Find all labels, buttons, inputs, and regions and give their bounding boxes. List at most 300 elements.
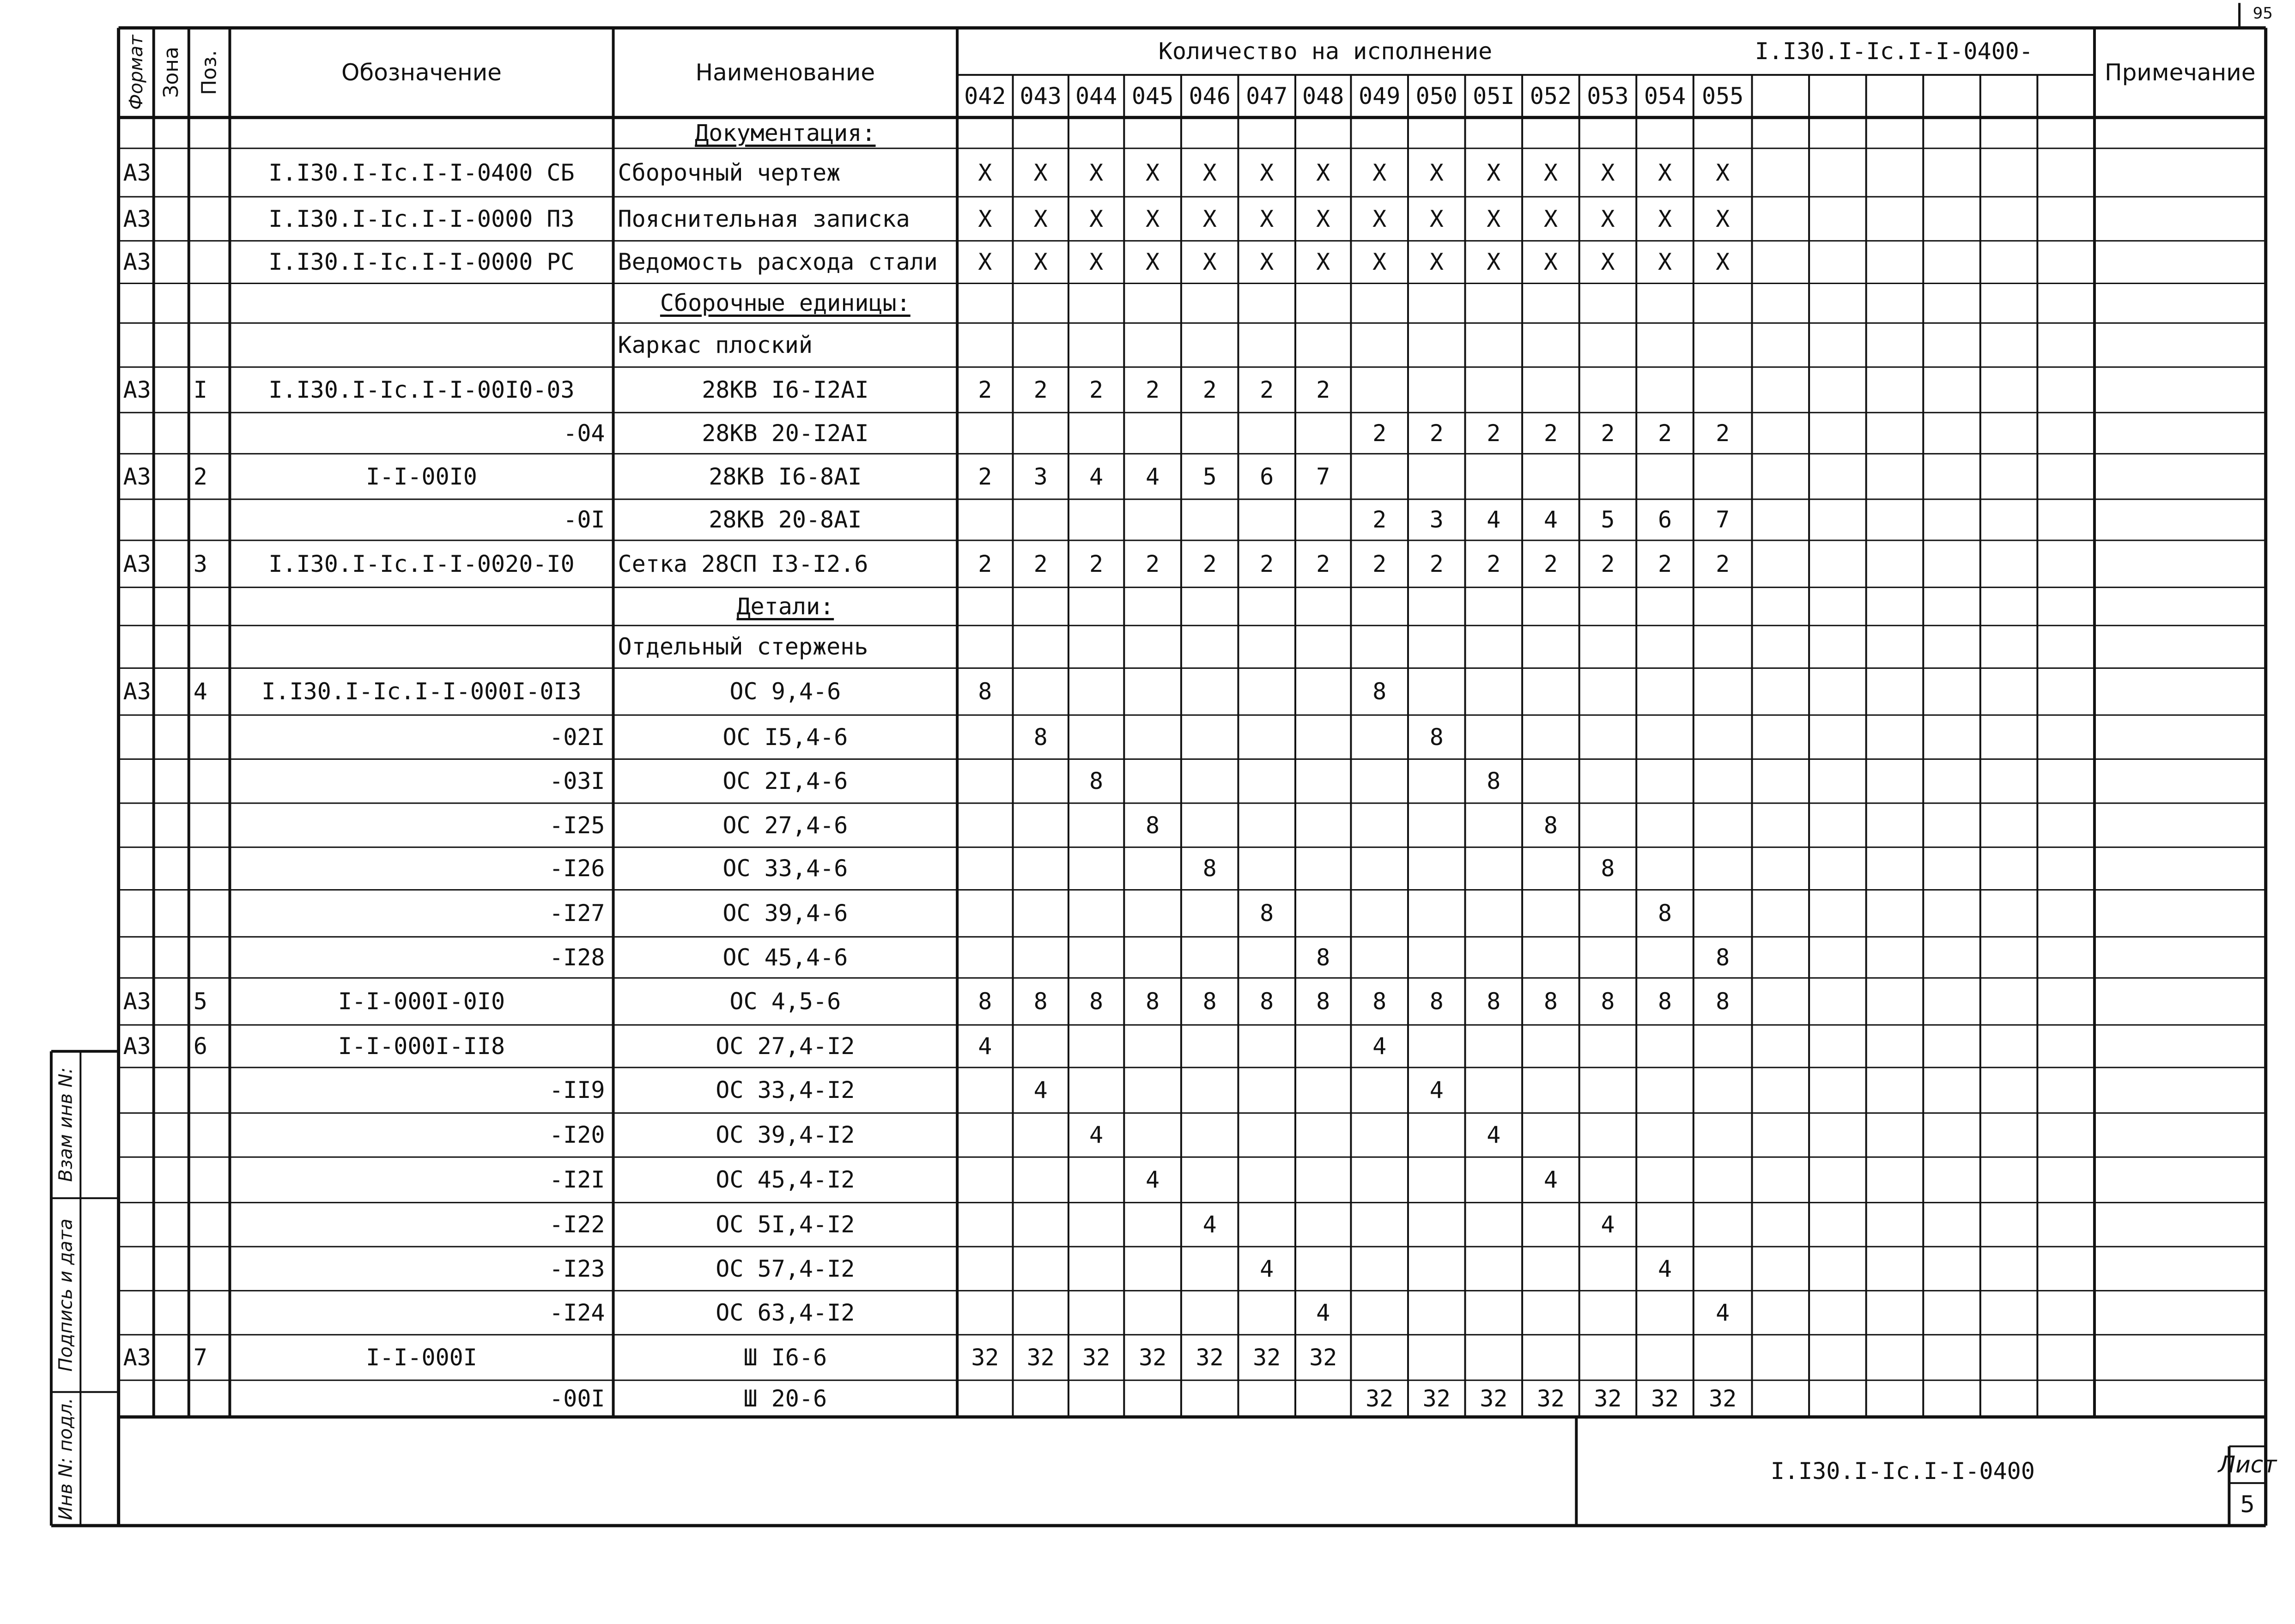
- sidebar-replace-inv: Взам инв N:: [55, 1067, 77, 1182]
- qty-cell: 2: [1316, 550, 1330, 577]
- row-pos: [189, 241, 230, 283]
- qty-cell: 8: [1601, 855, 1615, 882]
- qty-cell: [1069, 803, 1124, 847]
- qty-cell: [1465, 1067, 1523, 1113]
- qty-cell: [1238, 803, 1295, 847]
- row-name: Детали:: [736, 593, 834, 620]
- qty-cell: X: [978, 205, 992, 232]
- qty-cell: [1636, 1291, 1694, 1334]
- row-pos: [189, 803, 230, 847]
- row-designation: [230, 588, 613, 626]
- header-variant: 050: [1415, 83, 1457, 110]
- qty-cell: X: [1316, 248, 1330, 276]
- row-format: [119, 1203, 154, 1247]
- qty-cell: [1522, 454, 1579, 499]
- qty-cell: 4: [1372, 1033, 1387, 1060]
- qty-cell: [1124, 1247, 1181, 1291]
- qty-cell: 2: [978, 376, 992, 404]
- header-zone: Зона: [159, 47, 183, 98]
- qty-cell: [1579, 1157, 1637, 1203]
- qty-cell: [957, 847, 1013, 890]
- row-name: 28КВ I6-8АI: [709, 463, 862, 490]
- qty-cell: [1351, 588, 1408, 626]
- qty-cell: [1636, 937, 1694, 978]
- qty-cell: 4: [1146, 1166, 1160, 1194]
- qty-cell: [957, 499, 1013, 540]
- qty-cell: [1238, 1067, 1295, 1113]
- qty-cell: [1579, 890, 1637, 937]
- row-designation: -03I: [549, 768, 605, 795]
- qty-cell: X: [978, 159, 992, 186]
- qty-cell: [1636, 668, 1694, 715]
- qty-cell: [1295, 284, 1351, 323]
- qty-cell: [1124, 759, 1181, 803]
- row-format: А3: [123, 248, 151, 276]
- row-format: [119, 412, 154, 454]
- qty-cell: [1694, 803, 1752, 847]
- qty-cell: [957, 1113, 1013, 1157]
- row-designation: -I26: [549, 855, 605, 882]
- qty-cell: 7: [1316, 463, 1330, 490]
- qty-cell: [1579, 715, 1637, 759]
- qty-cell: 2: [978, 550, 992, 577]
- qty-cell: [1238, 1025, 1295, 1067]
- qty-cell: [1295, 625, 1351, 668]
- qty-cell: 2: [1601, 419, 1615, 447]
- qty-cell: [957, 588, 1013, 626]
- qty-cell: [1636, 847, 1694, 890]
- qty-cell: [1295, 588, 1351, 626]
- qty-cell: [1636, 1335, 1694, 1381]
- qty-cell: 5: [1202, 463, 1217, 490]
- qty-cell: [1181, 1113, 1239, 1157]
- row-designation: [230, 625, 613, 668]
- header-variant: 052: [1530, 83, 1572, 110]
- qty-cell: [1465, 284, 1523, 323]
- qty-cell: [1295, 499, 1351, 540]
- qty-cell: [1465, 1247, 1523, 1291]
- qty-cell: [1181, 1067, 1239, 1113]
- qty-cell: X: [1372, 248, 1387, 276]
- row-name: Сетка 28СП I3-I2.6: [618, 550, 868, 577]
- qty-cell: X: [1202, 205, 1217, 232]
- qty-cell: [1579, 937, 1637, 978]
- row-designation: I.I30.I-Ic.I-I-000I-0I3: [261, 678, 582, 705]
- qty-cell: [1181, 499, 1239, 540]
- row-pos: [189, 890, 230, 937]
- row-pos: [189, 117, 230, 148]
- qty-cell: 8: [1316, 944, 1330, 971]
- qty-cell: 2: [1089, 376, 1104, 404]
- qty-cell: [957, 1203, 1013, 1247]
- qty-cell: [1408, 668, 1465, 715]
- qty-cell: [1465, 588, 1523, 626]
- row-pos: [189, 625, 230, 668]
- qty-cell: 32: [1536, 1385, 1565, 1412]
- qty-cell: [1124, 1113, 1181, 1157]
- qty-cell: [1579, 1113, 1637, 1157]
- qty-cell: X: [1601, 248, 1615, 276]
- qty-cell: 2: [1429, 419, 1444, 447]
- qty-cell: [1013, 668, 1069, 715]
- qty-cell: [1295, 1025, 1351, 1067]
- qty-cell: [1069, 1157, 1124, 1203]
- qty-cell: [1636, 1157, 1694, 1203]
- qty-cell: X: [1146, 248, 1160, 276]
- qty-cell: [1522, 1203, 1579, 1247]
- row-pos: 5: [193, 988, 207, 1015]
- qty-cell: [1694, 588, 1752, 626]
- qty-cell: [1238, 937, 1295, 978]
- header-note: Примечание: [2105, 59, 2256, 86]
- qty-cell: X: [1146, 205, 1160, 232]
- qty-cell: [1181, 1247, 1239, 1291]
- header-base-code: I.I30.I-Ic.I-I-0400-: [1755, 38, 2033, 65]
- qty-cell: 32: [971, 1344, 999, 1371]
- row-designation: I.I30.I-Ic.I-I-0400 СБ: [268, 159, 575, 186]
- qty-cell: [1238, 284, 1295, 323]
- qty-cell: [1465, 117, 1523, 148]
- row-pos: [189, 588, 230, 626]
- qty-cell: [1351, 715, 1408, 759]
- qty-cell: [1351, 1247, 1408, 1291]
- qty-cell: [1351, 1291, 1408, 1334]
- qty-cell: [1694, 668, 1752, 715]
- row-designation: -04: [563, 419, 605, 447]
- qty-cell: 32: [1709, 1385, 1737, 1412]
- row-format: А3: [123, 376, 151, 404]
- qty-cell: [1694, 284, 1752, 323]
- row-pos: I: [193, 376, 207, 404]
- qty-cell: 2: [1601, 550, 1615, 577]
- qty-cell: [1408, 847, 1465, 890]
- qty-cell: [1636, 1067, 1694, 1113]
- row-designation: -I22: [549, 1211, 605, 1238]
- qty-cell: [1295, 1380, 1351, 1417]
- qty-cell: [1579, 1025, 1637, 1067]
- qty-cell: [1579, 1247, 1637, 1291]
- qty-cell: [1522, 847, 1579, 890]
- qty-cell: 4: [1543, 1166, 1558, 1194]
- qty-cell: [1636, 715, 1694, 759]
- qty-cell: X: [1601, 205, 1615, 232]
- row-designation: -II9: [549, 1077, 605, 1104]
- qty-cell: X: [1033, 248, 1048, 276]
- qty-cell: 8: [1316, 988, 1330, 1015]
- row-designation: I.I30.I-Ic.I-I-0000 РС: [268, 248, 575, 276]
- header-variant: 044: [1075, 83, 1117, 110]
- qty-cell: [1522, 1335, 1579, 1381]
- row-designation: -I2I: [549, 1166, 605, 1194]
- qty-cell: 32: [1082, 1344, 1111, 1371]
- qty-cell: [1181, 1380, 1239, 1417]
- qty-cell: [1408, 1335, 1465, 1381]
- qty-cell: 3: [1033, 463, 1048, 490]
- qty-cell: 8: [978, 678, 992, 705]
- qty-cell: [1408, 323, 1465, 367]
- row-pos: [189, 1157, 230, 1203]
- qty-cell: X: [1316, 159, 1330, 186]
- qty-cell: X: [1658, 159, 1672, 186]
- row-designation: -I24: [549, 1299, 605, 1327]
- row-format: А3: [123, 550, 151, 577]
- qty-cell: 4: [1260, 1255, 1274, 1282]
- qty-cell: X: [1089, 159, 1104, 186]
- qty-cell: [1124, 588, 1181, 626]
- row-format: [119, 1067, 154, 1113]
- qty-cell: [1465, 323, 1523, 367]
- qty-cell: [1238, 1157, 1295, 1203]
- sidebar-inv-sub: Инв N: подл.: [55, 1397, 77, 1520]
- row-pos: [189, 759, 230, 803]
- qty-cell: [1238, 668, 1295, 715]
- qty-cell: [1181, 1025, 1239, 1067]
- row-pos: [189, 1291, 230, 1334]
- row-format: [119, 625, 154, 668]
- row-designation: [230, 284, 613, 323]
- qty-cell: 2: [1716, 550, 1730, 577]
- qty-cell: [1013, 1291, 1069, 1334]
- qty-cell: [1465, 937, 1523, 978]
- qty-cell: 8: [1658, 988, 1672, 1015]
- row-format: [119, 284, 154, 323]
- qty-cell: [1579, 284, 1637, 323]
- qty-cell: 4: [1716, 1299, 1730, 1327]
- qty-cell: [1124, 323, 1181, 367]
- qty-cell: 32: [1480, 1385, 1508, 1412]
- row-format: А3: [123, 1033, 151, 1060]
- qty-cell: X: [978, 248, 992, 276]
- qty-cell: [1636, 117, 1694, 148]
- row-designation: I-I-000I-II8: [338, 1033, 505, 1060]
- qty-cell: [957, 1157, 1013, 1203]
- row-name: Каркас плоский: [618, 332, 813, 359]
- qty-cell: 32: [1196, 1344, 1224, 1371]
- header-variant: [1923, 75, 1980, 117]
- qty-cell: 8: [1543, 988, 1558, 1015]
- qty-cell: [1694, 1157, 1752, 1203]
- row-pos: [189, 412, 230, 454]
- qty-cell: [1351, 625, 1408, 668]
- row-name: Ведомость расхода стали: [618, 248, 938, 276]
- qty-cell: [1238, 625, 1295, 668]
- qty-cell: [1351, 803, 1408, 847]
- sidebar-sign-date: Подпись и дата: [55, 1218, 77, 1372]
- row-name: ОС 39,4-I2: [716, 1121, 855, 1149]
- row-pos: [189, 197, 230, 241]
- header-variant: 05I: [1473, 83, 1515, 110]
- qty-cell: X: [1716, 159, 1730, 186]
- qty-cell: [1351, 890, 1408, 937]
- qty-cell: X: [1429, 248, 1444, 276]
- qty-cell: [1636, 323, 1694, 367]
- qty-cell: 4: [1202, 1211, 1217, 1238]
- qty-cell: [1013, 759, 1069, 803]
- qty-cell: 4: [978, 1033, 992, 1060]
- qty-cell: [1465, 367, 1523, 413]
- qty-cell: [957, 715, 1013, 759]
- row-designation: -I25: [549, 812, 605, 839]
- row-pos: 3: [193, 550, 207, 577]
- qty-cell: [1181, 1157, 1239, 1203]
- qty-cell: [1069, 1203, 1124, 1247]
- row-format: А3: [123, 678, 151, 705]
- qty-cell: [1069, 625, 1124, 668]
- qty-cell: [1181, 323, 1239, 367]
- qty-cell: [1522, 1025, 1579, 1067]
- header-quantity: Количество на исполнение: [1158, 38, 1493, 65]
- qty-cell: [1069, 323, 1124, 367]
- row-designation: -I28: [549, 944, 605, 971]
- row-designation: -00I: [549, 1385, 605, 1412]
- title-block-doc-code: I.I30.I-Ic.I-I-0400: [1770, 1458, 2035, 1485]
- qty-cell: [1579, 323, 1637, 367]
- qty-cell: [1408, 367, 1465, 413]
- qty-cell: [1238, 1380, 1295, 1417]
- row-name: ОС 45,4-6: [722, 944, 848, 971]
- qty-cell: [1295, 1157, 1351, 1203]
- qty-cell: 2: [1372, 419, 1387, 447]
- qty-cell: [1295, 1067, 1351, 1113]
- qty-cell: [1124, 412, 1181, 454]
- row-designation: [230, 323, 613, 367]
- qty-cell: X: [1372, 205, 1387, 232]
- qty-cell: [1579, 1291, 1637, 1334]
- row-format: А3: [123, 463, 151, 490]
- row-name: Сборочный чертеж: [618, 159, 841, 186]
- row-pos: [189, 937, 230, 978]
- qty-cell: [957, 412, 1013, 454]
- qty-cell: 8: [1658, 900, 1672, 927]
- qty-cell: [1013, 1247, 1069, 1291]
- row-format: [119, 937, 154, 978]
- row-pos: [189, 1380, 230, 1417]
- qty-cell: [1069, 937, 1124, 978]
- qty-cell: 8: [1601, 988, 1615, 1015]
- qty-cell: [1694, 1113, 1752, 1157]
- qty-cell: [1522, 323, 1579, 367]
- qty-cell: [1124, 715, 1181, 759]
- qty-cell: [1013, 1113, 1069, 1157]
- row-name: Пояснительная записка: [618, 205, 910, 232]
- row-format: А3: [123, 1344, 151, 1371]
- qty-cell: X: [1658, 205, 1672, 232]
- qty-cell: [1013, 1380, 1069, 1417]
- row-designation: I-I-000I: [366, 1344, 477, 1371]
- qty-cell: [1522, 890, 1579, 937]
- qty-cell: [1069, 890, 1124, 937]
- qty-cell: [1694, 367, 1752, 413]
- qty-cell: [1408, 1203, 1465, 1247]
- qty-cell: 2: [1372, 550, 1387, 577]
- qty-cell: [1238, 1203, 1295, 1247]
- qty-cell: 32: [1366, 1385, 1394, 1412]
- qty-cell: [1694, 759, 1752, 803]
- qty-cell: [1465, 803, 1523, 847]
- qty-cell: 2: [1260, 376, 1274, 404]
- qty-cell: 2: [1202, 376, 1217, 404]
- qty-cell: [1238, 759, 1295, 803]
- qty-cell: [1295, 803, 1351, 847]
- qty-cell: X: [1487, 205, 1501, 232]
- qty-cell: 8: [1429, 988, 1444, 1015]
- qty-cell: 32: [1594, 1385, 1622, 1412]
- row-format: А3: [123, 205, 151, 232]
- qty-cell: [1579, 1067, 1637, 1113]
- qty-cell: [1579, 1335, 1637, 1381]
- qty-cell: [1579, 803, 1637, 847]
- qty-cell: 8: [1372, 988, 1387, 1015]
- qty-cell: [1351, 1335, 1408, 1381]
- qty-cell: [1636, 284, 1694, 323]
- qty-cell: X: [1716, 205, 1730, 232]
- qty-cell: [1636, 588, 1694, 626]
- qty-cell: [1351, 1157, 1408, 1203]
- qty-cell: 8: [1716, 988, 1730, 1015]
- qty-cell: [957, 1247, 1013, 1291]
- qty-cell: [1069, 1247, 1124, 1291]
- qty-cell: 8: [1033, 988, 1048, 1015]
- header-variant: [1866, 75, 1924, 117]
- qty-cell: [1238, 412, 1295, 454]
- qty-cell: [1069, 588, 1124, 626]
- qty-cell: [1579, 668, 1637, 715]
- qty-cell: [1522, 367, 1579, 413]
- qty-cell: [1579, 454, 1637, 499]
- qty-cell: 6: [1260, 463, 1274, 490]
- header-variant: 047: [1246, 83, 1288, 110]
- qty-cell: [1351, 847, 1408, 890]
- row-designation: I.I30.I-Ic.I-I-0020-I0: [268, 550, 575, 577]
- row-designation: -I27: [549, 900, 605, 927]
- sheet-number: 5: [2240, 1491, 2255, 1518]
- qty-cell: X: [1716, 248, 1730, 276]
- qty-cell: 2: [1716, 419, 1730, 447]
- qty-cell: 2: [1658, 550, 1672, 577]
- qty-cell: X: [1033, 159, 1048, 186]
- qty-cell: [1694, 715, 1752, 759]
- row-pos: [189, 1113, 230, 1157]
- qty-cell: [1069, 412, 1124, 454]
- qty-cell: 8: [1487, 768, 1501, 795]
- qty-cell: 4: [1658, 1255, 1672, 1282]
- qty-cell: [1465, 1157, 1523, 1203]
- qty-cell: [1295, 1247, 1351, 1291]
- header-variant: 045: [1131, 83, 1174, 110]
- qty-cell: [1069, 715, 1124, 759]
- qty-cell: [1013, 803, 1069, 847]
- header-variant: [1980, 75, 2038, 117]
- qty-cell: [1295, 412, 1351, 454]
- qty-cell: X: [1316, 205, 1330, 232]
- qty-cell: [1465, 454, 1523, 499]
- qty-cell: [1351, 284, 1408, 323]
- qty-cell: [1124, 284, 1181, 323]
- qty-cell: 4: [1089, 1121, 1104, 1149]
- qty-cell: [1069, 668, 1124, 715]
- qty-cell: [1465, 668, 1523, 715]
- qty-cell: [1408, 588, 1465, 626]
- qty-cell: [1636, 367, 1694, 413]
- qty-cell: [1408, 803, 1465, 847]
- qty-cell: [1408, 625, 1465, 668]
- row-name: ОС 4,5-6: [729, 988, 841, 1015]
- qty-cell: [1181, 412, 1239, 454]
- qty-cell: 8: [978, 988, 992, 1015]
- qty-cell: [1124, 1203, 1181, 1247]
- qty-cell: [1522, 588, 1579, 626]
- qty-cell: [957, 803, 1013, 847]
